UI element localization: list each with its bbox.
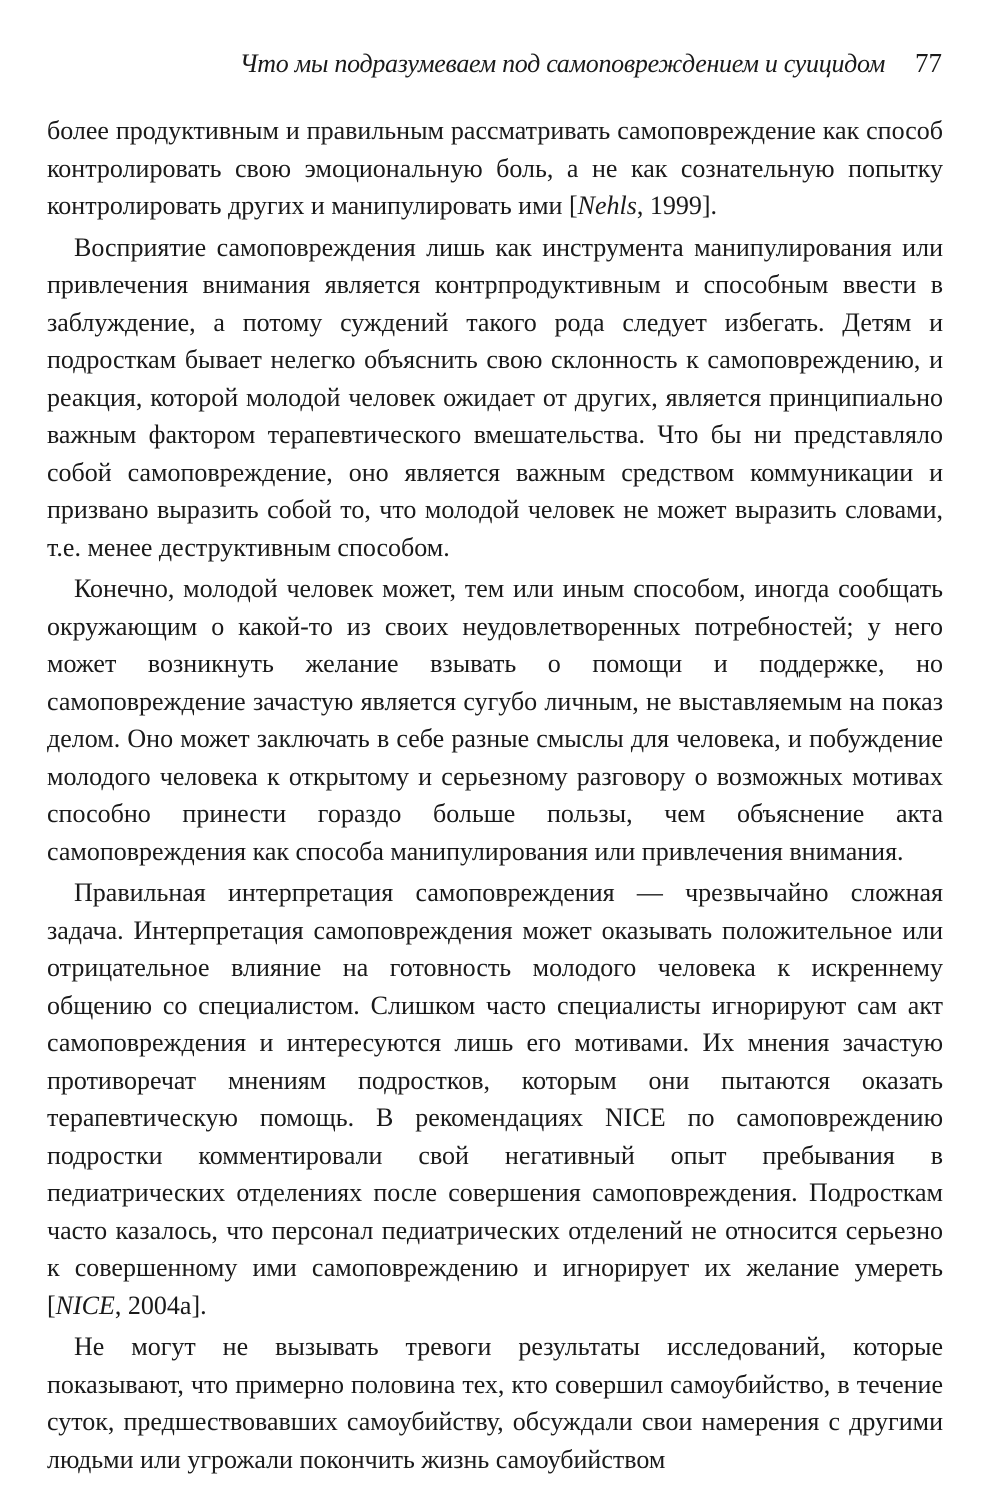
paragraph-2: Восприятие самоповреждения лишь как инструмента манипулирования или привлечения внимания является контрпродуктивным и способным ввести в заблуждение, а потому суждений такого рода следует избегать. Детям и подросткам бывает нелегко объяснить свою склонность к самоповреждению, и реакция, которой молодой человек ожидает от других, является принципиально важным фактором терапевтического вмешательства. Что бы ни представляло собой самоповреждение, оно является важным средством коммуникации и призвано выразить собой то, что молодой человек не может выразить словами, т.е. менее деструктивным способом.	[47, 232, 943, 562]
running-header	[0, 48, 942, 88]
body-text	[47, 112, 943, 1478]
chapter-title: Что мы подразумеваем под самоповреждением и суицидом	[239, 49, 885, 78]
paragraph-4-text: Правильная интерпретация самоповреждения — чрезвычайно сложная задача. Интерпретация самоповреждения может оказывать положительное или отрицательное влияние на готовность молодого человека к искреннему общению со специалистом. Слишком часто специалисты игнорируют сам акт самоповреждения и интересуются лишь его мотивами. Их мнения зачастую противоречат мнениям подростков, которым они пытаются оказать терапевтическую помощь. В рекомендациях NICE по самоповреждению подростки комментировали свой негативный опыт пребывания в педиатрических отделениях после совершения самоповреждения. Подросткам часто казалось, что персонал педиатрических отделений не относится серьезно к совершенному ими самоповреждению и игнорирует их желание умереть [	[47, 878, 943, 1320]
paragraph-1-text: более продуктивным и правильным рассматривать самоповреждение как способ контролировать свою эмоциональную боль, а не как сознательную попытку контролировать других и манипулировать ими [	[47, 116, 943, 220]
citation-year: , 1999].	[636, 191, 718, 220]
paragraph-3: Конечно, молодой человек может, тем или иным способом, иногда сообщать окружающим о какой-то из своих неудовлетворенных потребностей; у него может возникнуть желание взывать о помощи и поддержке, но самоповреждение зачастую является сугубо личным, не выставляемым на показ делом. Оно может заключать в себе разные смыслы для человека, и побуждение молодого человека к открытому и серьезному разговору о возможных мотивах способно принести гораздо больше пользы, чем объяснение акта самоповреждения как способа манипулирования или привлечения внимания.	[47, 574, 943, 866]
paragraph-5: Не могут не вызывать тревоги результаты исследований, которые показывают, что примерно половина тех, кто совершил самоубийство, в течение суток, предшествовавших самоубийству, обсуждали свои намерения с другими людьми или угрожали покончить жизнь самоубийством	[47, 1332, 943, 1474]
paragraph-1	[47, 112, 943, 225]
citation-year: , 2004a].	[114, 1290, 207, 1320]
citation-author: Nehls	[577, 191, 637, 220]
paragraph-4	[47, 874, 943, 1324]
citation-author: NICE	[55, 1290, 115, 1320]
page-number: 77	[915, 48, 942, 78]
